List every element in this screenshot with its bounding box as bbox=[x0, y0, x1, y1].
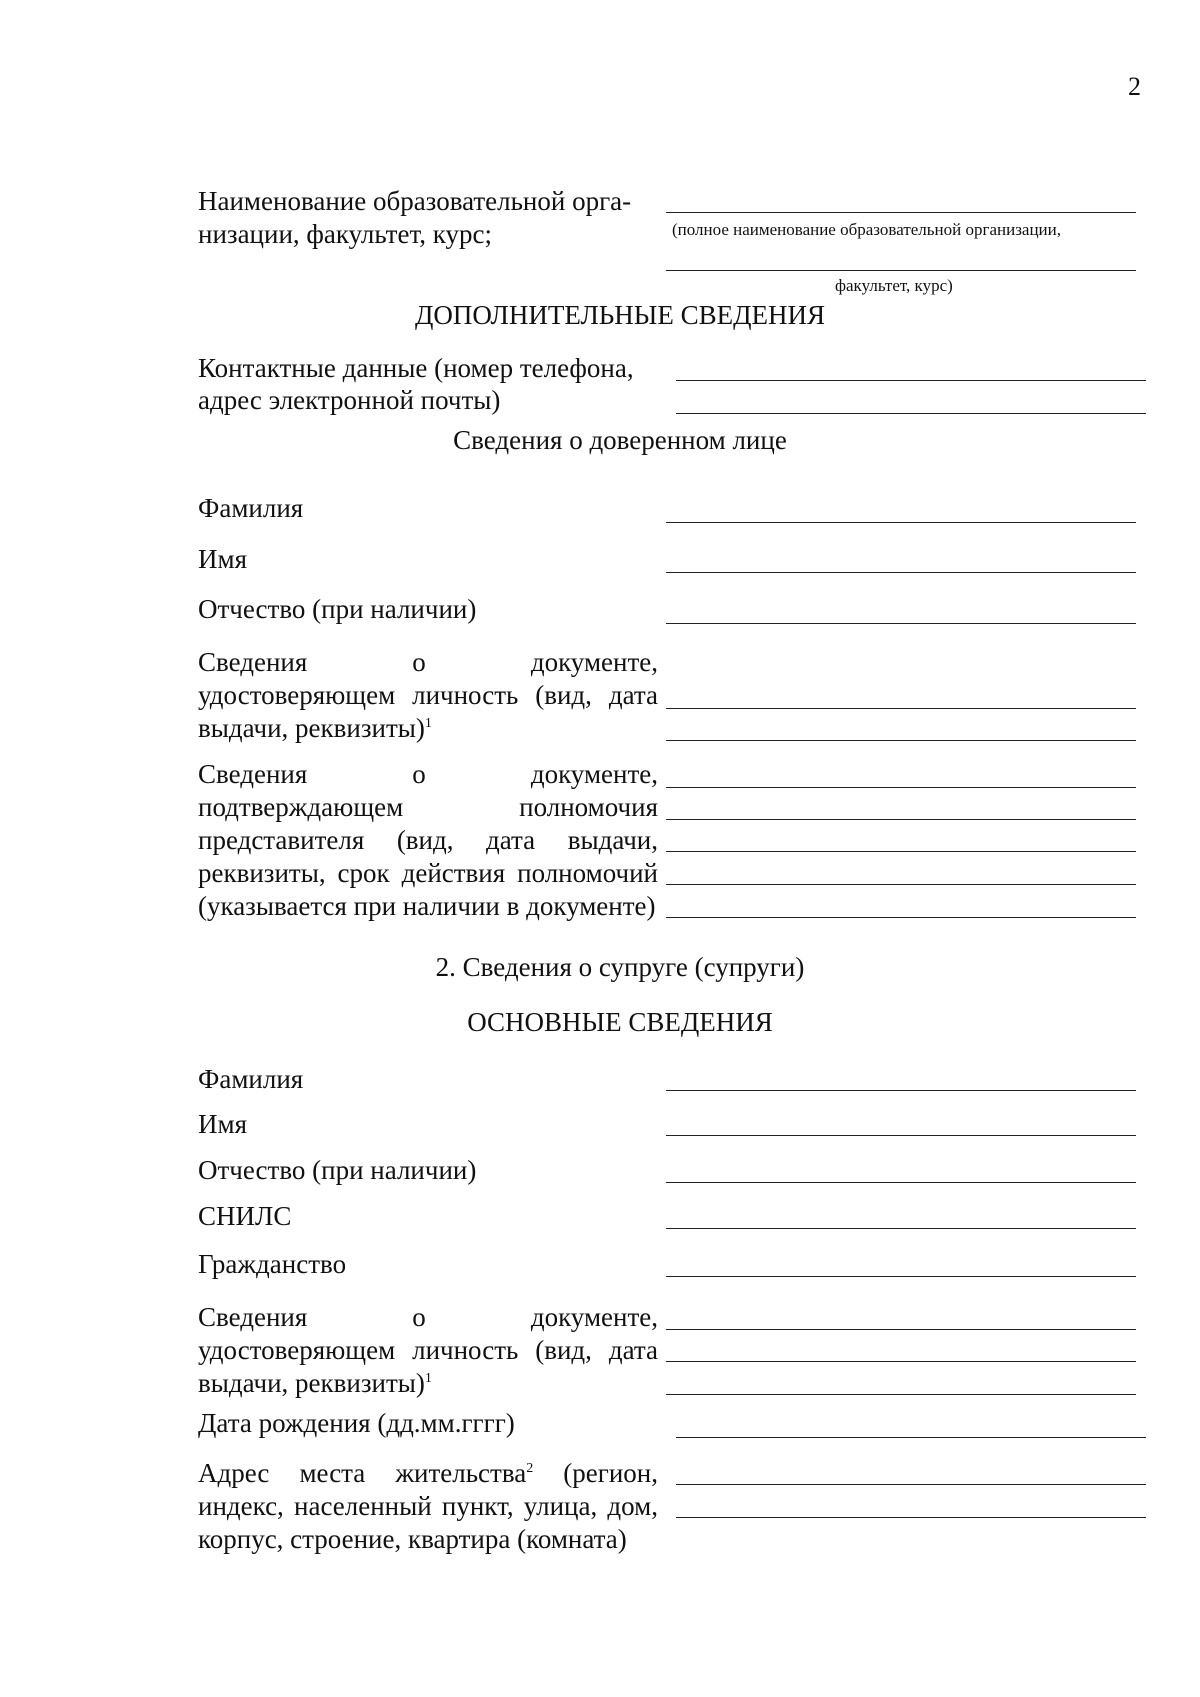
trustee-patronymic-label: Отчество (при наличии) bbox=[198, 594, 477, 624]
spouse-surname-field[interactable] bbox=[666, 1090, 1136, 1091]
spouse-address-field-2[interactable] bbox=[676, 1517, 1146, 1518]
footnote-1-marker: 1 bbox=[424, 716, 432, 731]
trustee-authority-field-3[interactable] bbox=[666, 851, 1136, 852]
trustee-id-doc-field-1[interactable] bbox=[666, 708, 1136, 709]
contact-label-line2: адрес электронной почты) bbox=[198, 385, 501, 415]
spouse-id-doc-field-1[interactable] bbox=[666, 1329, 1136, 1330]
spouse-address-field-1[interactable] bbox=[676, 1484, 1146, 1485]
spouse-id-doc-label bbox=[198, 1301, 658, 1400]
trustee-patronymic-field[interactable] bbox=[666, 623, 1136, 624]
spouse-birth-date-field[interactable] bbox=[676, 1437, 1146, 1438]
spouse-id-doc-text: Сведения о документе, удостоверяющем личность (вид, дата выдачи, реквизиты) bbox=[198, 1302, 658, 1398]
spouse-snils-field[interactable] bbox=[666, 1228, 1136, 1229]
page-number: 2 bbox=[1128, 72, 1141, 101]
spouse-citizenship-field[interactable] bbox=[666, 1276, 1136, 1277]
spouse-citizenship-label: Гражданство bbox=[198, 1249, 347, 1279]
trustee-authority-doc-label: Сведения о документе, подтверждающем полномочия представителя (вид, дата выдачи, реквизиты, срок действия полномочий (указывается при наличии в документе) bbox=[198, 759, 658, 921]
spouse-address-label bbox=[198, 1457, 658, 1556]
spouse-name-field[interactable] bbox=[666, 1135, 1136, 1136]
trustee-authority-field-1[interactable] bbox=[666, 787, 1136, 788]
trustee-surname-field[interactable] bbox=[666, 522, 1136, 523]
footnote-1-marker: 1 bbox=[424, 1371, 432, 1386]
trustee-authority-field-2[interactable] bbox=[666, 819, 1136, 820]
spouse-name-label: Имя bbox=[198, 1109, 248, 1139]
spouse-patronymic-field[interactable] bbox=[666, 1182, 1136, 1183]
spouse-address-suffix: (регион, индекс, населенный пункт, улица, дом, корпус, строение, квартира (комната) bbox=[198, 1458, 658, 1554]
trustee-id-doc-field-2[interactable] bbox=[666, 740, 1136, 741]
org-label-line1: Наименование образовательной орга- bbox=[198, 186, 632, 216]
org-caption-line2: факультет, курс) bbox=[835, 276, 953, 295]
spouse-snils-label: СНИЛС bbox=[198, 1201, 292, 1231]
spouse-address-prefix: Адрес места жительства bbox=[198, 1458, 527, 1488]
trustee-authority-field-5[interactable] bbox=[666, 917, 1136, 918]
spouse-birth-date-label: Дата рождения (дд.мм.гггг) bbox=[198, 1408, 515, 1438]
spouse-subheading: ОСНОВНЫЕ СВЕДЕНИЯ bbox=[467, 1007, 773, 1037]
spouse-surname-label: Фамилия bbox=[198, 1064, 304, 1094]
trustee-id-doc-text: Сведения о документе, удостоверяющем личность (вид, дата выдачи, реквизиты) bbox=[198, 647, 658, 743]
spouse-id-doc-field-2[interactable] bbox=[666, 1361, 1136, 1362]
trustee-authority-field-4[interactable] bbox=[666, 884, 1136, 885]
footnote-2-marker: 2 bbox=[526, 1461, 534, 1476]
trustee-name-label: Имя bbox=[198, 544, 248, 574]
org-name-field-line[interactable] bbox=[666, 212, 1136, 213]
org-caption-line1: (полное наименование образовательной организации, bbox=[672, 220, 1061, 239]
contact-field-line-1[interactable] bbox=[676, 380, 1146, 381]
trustee-id-doc-label bbox=[198, 646, 658, 745]
trustee-heading: Сведения о доверенном лице bbox=[453, 425, 787, 455]
spouse-heading: 2. Сведения о супруге (супруги) bbox=[435, 952, 805, 982]
additional-heading: ДОПОЛНИТЕЛЬНЫЕ СВЕДЕНИЯ bbox=[414, 300, 826, 330]
contact-field-line-2[interactable] bbox=[676, 413, 1146, 414]
spouse-patronymic-label: Отчество (при наличии) bbox=[198, 1155, 477, 1185]
org-faculty-field-line[interactable] bbox=[666, 270, 1136, 271]
spouse-id-doc-field-3[interactable] bbox=[666, 1394, 1136, 1395]
trustee-surname-label: Фамилия bbox=[198, 493, 304, 523]
trustee-name-field[interactable] bbox=[666, 572, 1136, 573]
contact-label-line1: Контактные данные (номер телефона, bbox=[198, 353, 634, 383]
org-label-line2: низации, факультет, курс; bbox=[198, 219, 492, 249]
